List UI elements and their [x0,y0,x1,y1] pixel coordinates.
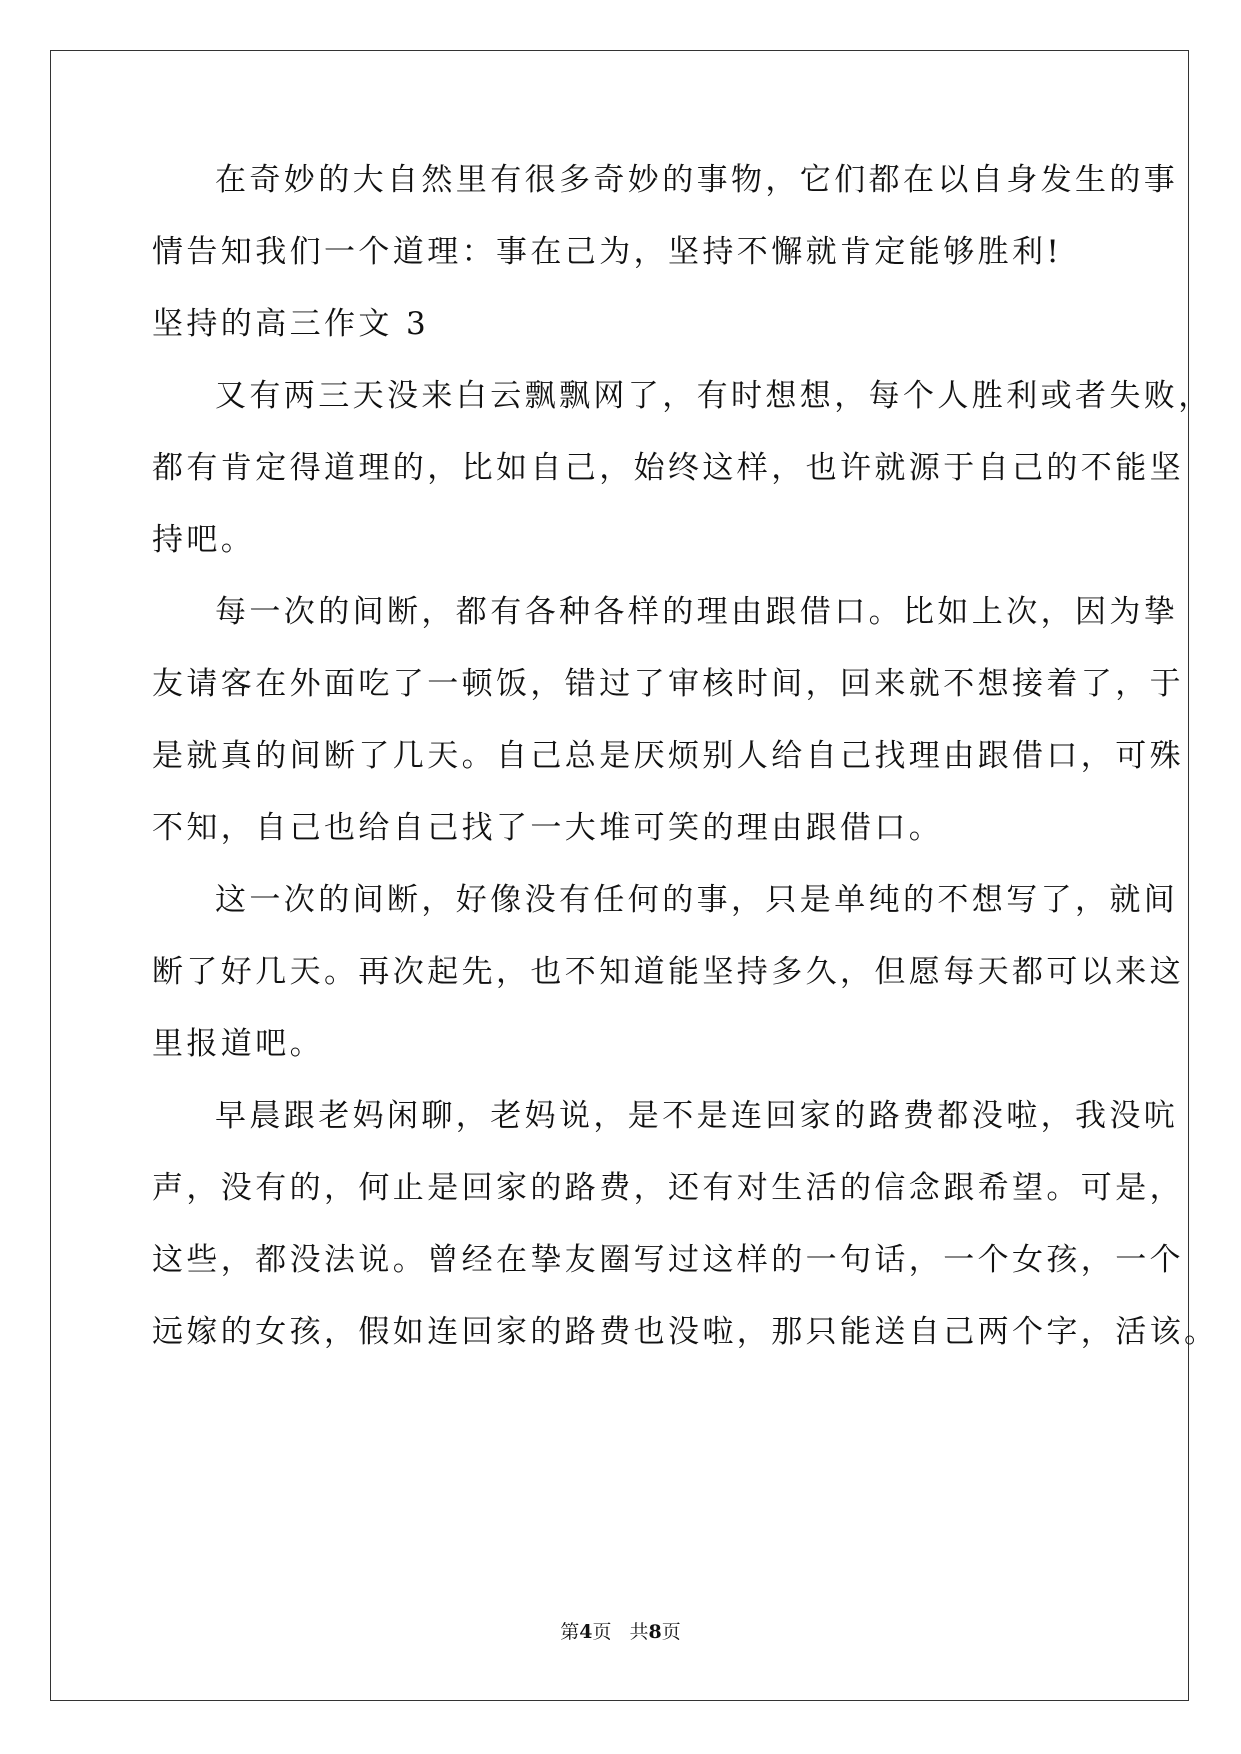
paragraph-line: 这些，都没法说。曾经在挚友圈写过这样的一句话，一个女孩，一个 [152,1242,1184,1278]
paragraph-line: 断了好几天。再次起先，也不知道能坚持多久，但愿每天都可以来这 [152,954,1184,990]
paragraph-line: 早晨跟老妈闲聊，老妈说，是不是连回家的路费都没啦，我没吭 [215,1098,1179,1134]
page-border [50,50,1189,1701]
paragraph-line: 情告知我们一个道理：事在己为，坚持不懈就肯定能够胜利! [152,234,1063,270]
paragraph-line: 是就真的间断了几天。自己总是厌烦别人给自己找理由跟借口，可殊 [152,738,1184,774]
paragraph-line: 友请客在外面吃了一顿饭，错过了审核时间，回来就不想接着了，于 [152,666,1184,702]
paragraph-line: 又有两三天没来白云飘飘网了，有时想想，每个人胜利或者失败， [215,378,1213,414]
page-current: 4 [579,1621,593,1643]
paragraph-line: 在奇妙的大自然里有很多奇妙的事物，它们都在以自身发生的事 [215,162,1179,198]
paragraph-line: 声，没有的，何止是回家的路费，还有对生活的信念跟希望。可是， [152,1170,1184,1206]
page-footer [0,1620,1241,1644]
paragraph-line: 远嫁的女孩，假如连回家的路费也没啦，那只能送自己两个字，活该。 [152,1314,1219,1350]
paragraph-line: 里报道吧。 [152,1026,324,1062]
paragraph-line: 不知，自己也给自己找了一大堆可笑的理由跟借口。 [152,810,944,846]
paragraph-line: 都有肯定得道理的，比如自己，始终这样，也许就源于自己的不能坚 [152,450,1184,486]
total-prefix: 共 [629,1621,649,1643]
page-total: 8 [648,1621,662,1643]
page-suffix: 页 [592,1621,612,1643]
section-heading: 坚持的高三作文 3 [152,306,430,342]
paragraph-line: 这一次的间断，好像没有任何的事，只是单纯的不想写了，就间 [215,882,1179,918]
paragraph-line: 持吧。 [152,522,256,558]
total-suffix: 页 [661,1621,681,1643]
page-prefix: 第 [560,1621,580,1643]
paragraph-line: 每一次的间断，都有各种各样的理由跟借口。比如上次，因为挚 [215,594,1179,630]
